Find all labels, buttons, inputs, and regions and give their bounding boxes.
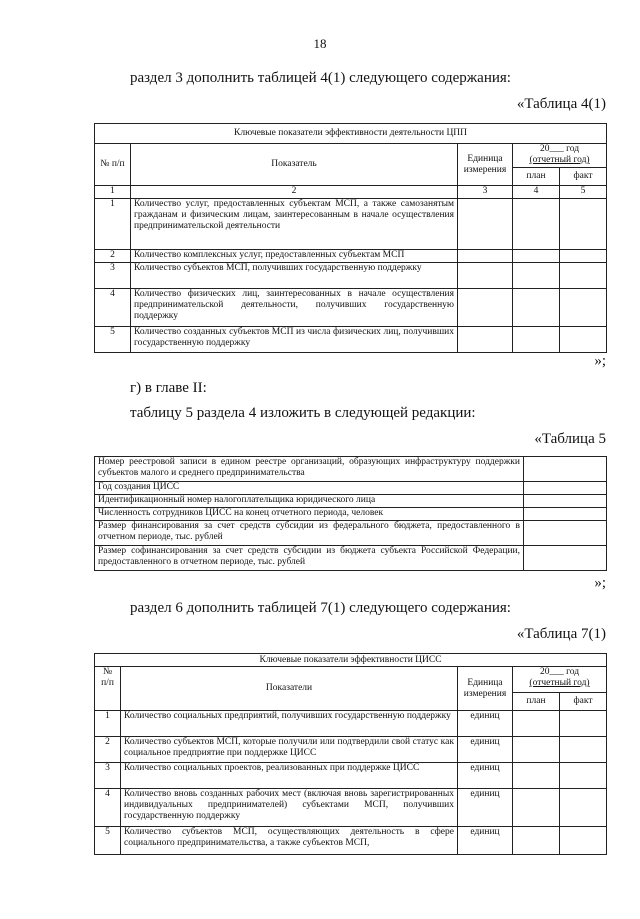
table-row bbox=[95, 263, 607, 289]
table41-header-year-label: 20___ год bbox=[539, 144, 580, 154]
row-number: 3 bbox=[95, 763, 121, 789]
table41-header-indicator: Показатель bbox=[131, 144, 458, 186]
plan-cell bbox=[513, 827, 560, 855]
section3-intro: раздел 3 дополнить таблицей 4(1) следующего содержания: bbox=[130, 70, 511, 86]
unit-cell: единиц bbox=[458, 789, 513, 827]
table-row bbox=[95, 327, 607, 353]
row-indicator: Количество социальных проектов, реализованных при поддержке ЦИСС bbox=[121, 763, 458, 789]
table5-label: Номер реестровой записи в едином реестре организаций, образующих инфраструктуру поддержки субъектов малого и среднего предпринимательства bbox=[95, 457, 524, 482]
plan-cell bbox=[513, 789, 560, 827]
table-row bbox=[95, 763, 607, 789]
value-cell bbox=[524, 495, 607, 508]
fact-cell bbox=[560, 327, 607, 353]
table71-header-year-sub: (отчетный год) bbox=[529, 678, 590, 688]
table5-intro: таблицу 5 раздела 4 изложить в следующей редакции: bbox=[130, 405, 476, 421]
table41-close-quote: »; bbox=[594, 353, 606, 369]
table-row bbox=[95, 508, 607, 521]
unit-cell: единиц bbox=[458, 763, 513, 789]
table-row bbox=[95, 711, 607, 737]
row-number: 5 bbox=[95, 327, 131, 353]
table-4-1 bbox=[94, 123, 607, 353]
plan-cell bbox=[513, 289, 560, 327]
table5-label: Идентификационный номер налогоплательщика юридического лица bbox=[95, 495, 524, 508]
row-indicator: Количество субъектов МСП, которые получили или подтвердили свой статус как социальное предприятие при поддержке ЦИСС bbox=[121, 737, 458, 763]
row-number: 1 bbox=[95, 199, 131, 250]
fact-cell bbox=[560, 789, 607, 827]
plan-cell bbox=[513, 327, 560, 353]
table-row bbox=[95, 199, 607, 250]
table71-header-fact: факт bbox=[560, 693, 607, 711]
table41-caption: «Таблица 4(1) bbox=[516, 96, 606, 112]
table-row bbox=[95, 827, 607, 855]
value-cell bbox=[524, 508, 607, 521]
row-indicator: Количество субъектов МСП, осуществляющих деятельность в сфере социального предпринимательства, а также субъектов МСП, bbox=[121, 827, 458, 855]
plan-cell bbox=[513, 250, 560, 263]
table41-header-unit: Единица измерения bbox=[458, 144, 513, 186]
row-indicator: Количество социальных предприятий, получивших государственную поддержку bbox=[121, 711, 458, 737]
value-cell bbox=[524, 482, 607, 495]
unit-cell bbox=[458, 250, 513, 263]
plan-cell bbox=[513, 737, 560, 763]
table41-header-fact: факт bbox=[560, 168, 607, 186]
table-row bbox=[95, 289, 607, 327]
table-row bbox=[95, 737, 607, 763]
row-number: 4 bbox=[95, 289, 131, 327]
table41-index-cell: 5 bbox=[560, 186, 607, 199]
fact-cell bbox=[560, 827, 607, 855]
row-number: 2 bbox=[95, 737, 121, 763]
fact-cell bbox=[560, 263, 607, 289]
table5-caption: «Таблица 5 bbox=[534, 431, 606, 447]
fact-cell bbox=[560, 250, 607, 263]
table5-label: Год создания ЦИСС bbox=[95, 482, 524, 495]
table41-index-cell: 4 bbox=[513, 186, 560, 199]
table71-header-plan: план bbox=[513, 693, 560, 711]
value-cell bbox=[524, 521, 607, 546]
fact-cell bbox=[560, 711, 607, 737]
unit-cell bbox=[458, 199, 513, 250]
row-indicator: Количество созданных субъектов МСП из числа физических лиц, получивших государственную поддержку bbox=[131, 327, 458, 353]
table41-header-plan: план bbox=[513, 168, 560, 186]
fact-cell bbox=[560, 737, 607, 763]
table71-header-year-label: 20___ год bbox=[539, 667, 580, 677]
row-number: 3 bbox=[95, 263, 131, 289]
fact-cell bbox=[560, 289, 607, 327]
table71-header-unit: Единица измерения bbox=[458, 667, 513, 711]
table-row bbox=[95, 521, 607, 546]
unit-cell bbox=[458, 263, 513, 289]
value-cell bbox=[524, 546, 607, 571]
plan-cell bbox=[513, 263, 560, 289]
page-number: 18 bbox=[313, 36, 327, 51]
table-row bbox=[95, 546, 607, 571]
fact-cell bbox=[560, 199, 607, 250]
chapter-2-heading: г) в главе II: bbox=[130, 380, 207, 396]
section6-intro: раздел 6 дополнить таблицей 7(1) следующего содержания: bbox=[130, 600, 511, 616]
table71-title: Ключевые показатели эффективности ЦИСС bbox=[95, 654, 607, 667]
table-5 bbox=[94, 456, 607, 571]
plan-cell bbox=[513, 711, 560, 737]
table-row bbox=[95, 482, 607, 495]
row-number: 2 bbox=[95, 250, 131, 263]
table-row bbox=[95, 495, 607, 508]
table71-header-indicator: Показатели bbox=[121, 667, 458, 711]
unit-cell: единиц bbox=[458, 737, 513, 763]
table41-index-cell: 1 bbox=[95, 186, 131, 199]
table71-header-year bbox=[513, 667, 607, 693]
table41-header-year bbox=[513, 144, 607, 168]
unit-cell: единиц bbox=[458, 711, 513, 737]
table-row bbox=[95, 250, 607, 263]
table-row bbox=[95, 789, 607, 827]
unit-cell: единиц bbox=[458, 827, 513, 855]
table41-header-year-sub: (отчетный год) bbox=[529, 155, 590, 165]
table5-close-quote: »; bbox=[594, 575, 606, 591]
table71-header-num: № п/п bbox=[95, 667, 121, 711]
row-indicator: Количество физических лиц, заинтересованных в начале осуществления предпринимательской деятельности, получивших государственную поддержку bbox=[131, 289, 458, 327]
unit-cell bbox=[458, 327, 513, 353]
row-indicator: Количество субъектов МСП, получивших государственную поддержку bbox=[131, 263, 458, 289]
row-indicator: Количество вновь созданных рабочих мест (включая вновь зарегистрированных индивидуальных предпринимателей) субъектами МСП, получивших государственную поддержку bbox=[121, 789, 458, 827]
plan-cell bbox=[513, 199, 560, 250]
row-indicator: Количество услуг, предоставленных субъектам МСП, а также самозанятым гражданам и физическим лицам, заинтересованным в начале осуществления предпринимательской деятельности bbox=[131, 199, 458, 250]
table41-header-num: № п/п bbox=[95, 144, 131, 186]
row-number: 5 bbox=[95, 827, 121, 855]
fact-cell bbox=[560, 763, 607, 789]
table41-index-cell: 3 bbox=[458, 186, 513, 199]
row-number: 4 bbox=[95, 789, 121, 827]
table-row bbox=[95, 457, 607, 482]
plan-cell bbox=[513, 763, 560, 789]
table-7-1 bbox=[94, 653, 607, 855]
table41-title: Ключевые показатели эффективности деятельности ЦПП bbox=[95, 124, 607, 144]
table5-label: Численность сотрудников ЦИСС на конец отчетного периода, человек bbox=[95, 508, 524, 521]
unit-cell bbox=[458, 289, 513, 327]
row-number: 1 bbox=[95, 711, 121, 737]
table5-label: Размер софинансирования за счет средств субсидии из бюджета субъекта Российской Федерации, предоставленного в отчетном периоде, тыс. рублей bbox=[95, 546, 524, 571]
table41-index-cell: 2 bbox=[131, 186, 458, 199]
table71-caption: «Таблица 7(1) bbox=[516, 626, 606, 642]
value-cell bbox=[524, 457, 607, 482]
table5-label: Размер финансирования за счет средств субсидии из федерального бюджета, предоставленного в отчетном периоде, тыс. рублей bbox=[95, 521, 524, 546]
row-indicator: Количество комплексных услуг, предоставленных субъектам МСП bbox=[131, 250, 458, 263]
